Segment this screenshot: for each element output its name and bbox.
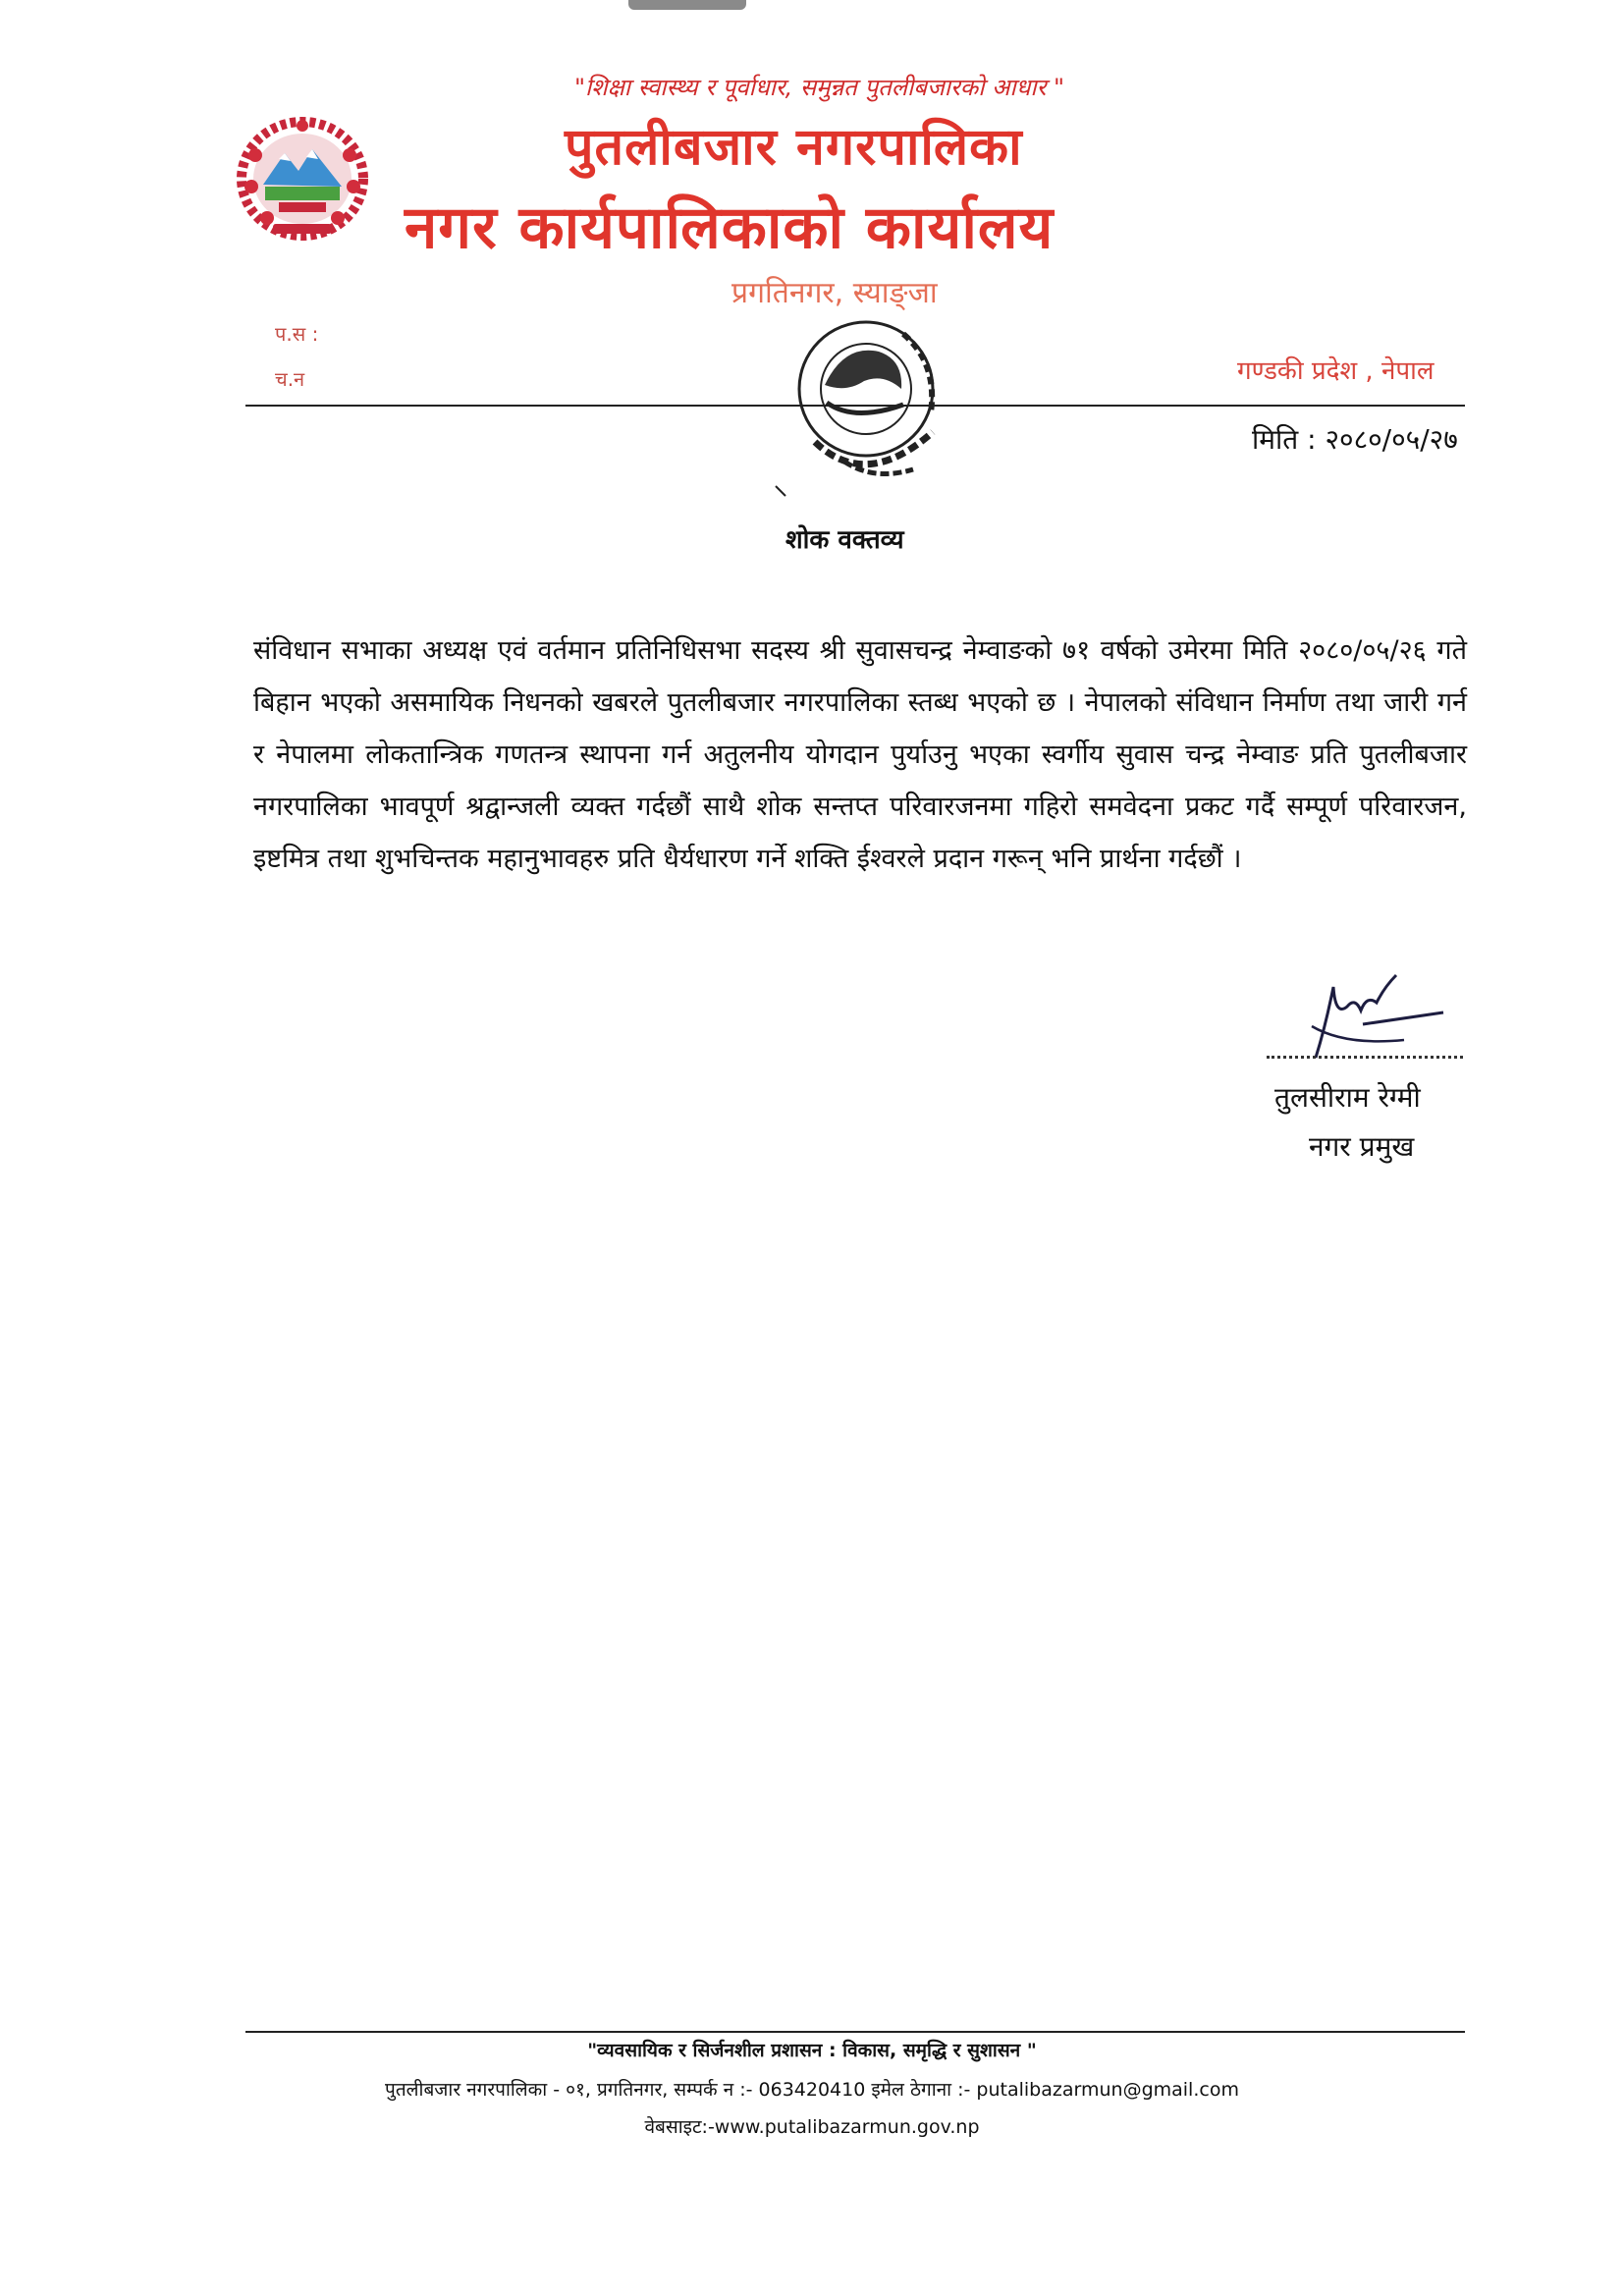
scan-mark xyxy=(628,0,746,10)
municipality-name: पुतलीबजार नगरपालिका xyxy=(565,118,1023,177)
office-address: प्रगतिनगर, स्याङ्जा xyxy=(731,276,938,310)
signer-name: तुलसीराम रेग्मी xyxy=(1274,1081,1421,1114)
header-motto: "शिक्षा स्वास्थ्य र पूर्वाधार, समुन्नत पुतलीबजारको आधार " xyxy=(574,74,1065,101)
signature-line xyxy=(1267,1056,1463,1059)
province-label: गण्डकी प्रदेश , नेपाल xyxy=(1237,356,1435,386)
letter-subject: शोक वक्तव्य xyxy=(785,525,904,555)
signer-title: नगर प्रमुख xyxy=(1309,1130,1415,1163)
office-name: नगर कार्यपालिकाको कार्यालय xyxy=(405,193,1055,262)
letter-body: संविधान सभाका अध्यक्ष एवं वर्तमान प्रतिनिधिसभा सदस्य श्री सुवासचन्द्र नेम्वाङको ७१ वर्षको उमेरमा मिति २०८०/०५/२६ गते बिहान भएको असमायिक निधनको खबरले पुतलीबजार नगरपालिका स्तब्ध भएको छ । नेपालको संविधान निर्माण तथा जारी गर्न र नेपालमा लोकतान्त्रिक गणतन्त्र स्थापना गर्न अतुलनीय योगदान पुर्याउनु भएका स्वर्गीय सुवास चन्द्र नेम्वाङ प्रति पुतलीबजार नगरपालिका भावपूर्ण श्रद्वान्जली व्यक्त गर्दछौं साथै शोक सन्तप्त परिवारजनमा गहिरो समवेदना प्रकट गर्दै सम्पूर्ण परिवारजन, इष्टमित्र तथा शुभचिन्तक महानुभावहरु प्रति धैर्यधारण गर्ने शक्ति ईश्वरले प्रदान गरून् भनि प्रार्थना गर्दछौं । xyxy=(253,635,1467,874)
emblem-icon xyxy=(234,116,371,242)
footer-contact: पुतलीबजार नगरपालिका - ०१, प्रगतिनगर, सम्पर्क न :- 063420410 इमेल ठेगाना :- putalibazarmun@gmail.com xyxy=(385,2079,1239,2101)
ref-number-label: प.स : xyxy=(275,322,319,346)
handwritten-signature-icon xyxy=(1286,967,1453,1066)
dispatch-number-label: च.न xyxy=(275,367,305,391)
office-seal-icon xyxy=(756,295,982,506)
footer-divider xyxy=(245,2031,1465,2033)
footer-motto: "व्यवसायिक र सिर्जनशील प्रशासन : विकास, समृद्धि र सुशासन " xyxy=(587,2040,1037,2061)
letter-date: मिति : २०८०/०५/२७ xyxy=(1252,423,1458,456)
footer-website: वेबसाइट:-www.putalibazarmun.gov.np xyxy=(644,2116,980,2138)
